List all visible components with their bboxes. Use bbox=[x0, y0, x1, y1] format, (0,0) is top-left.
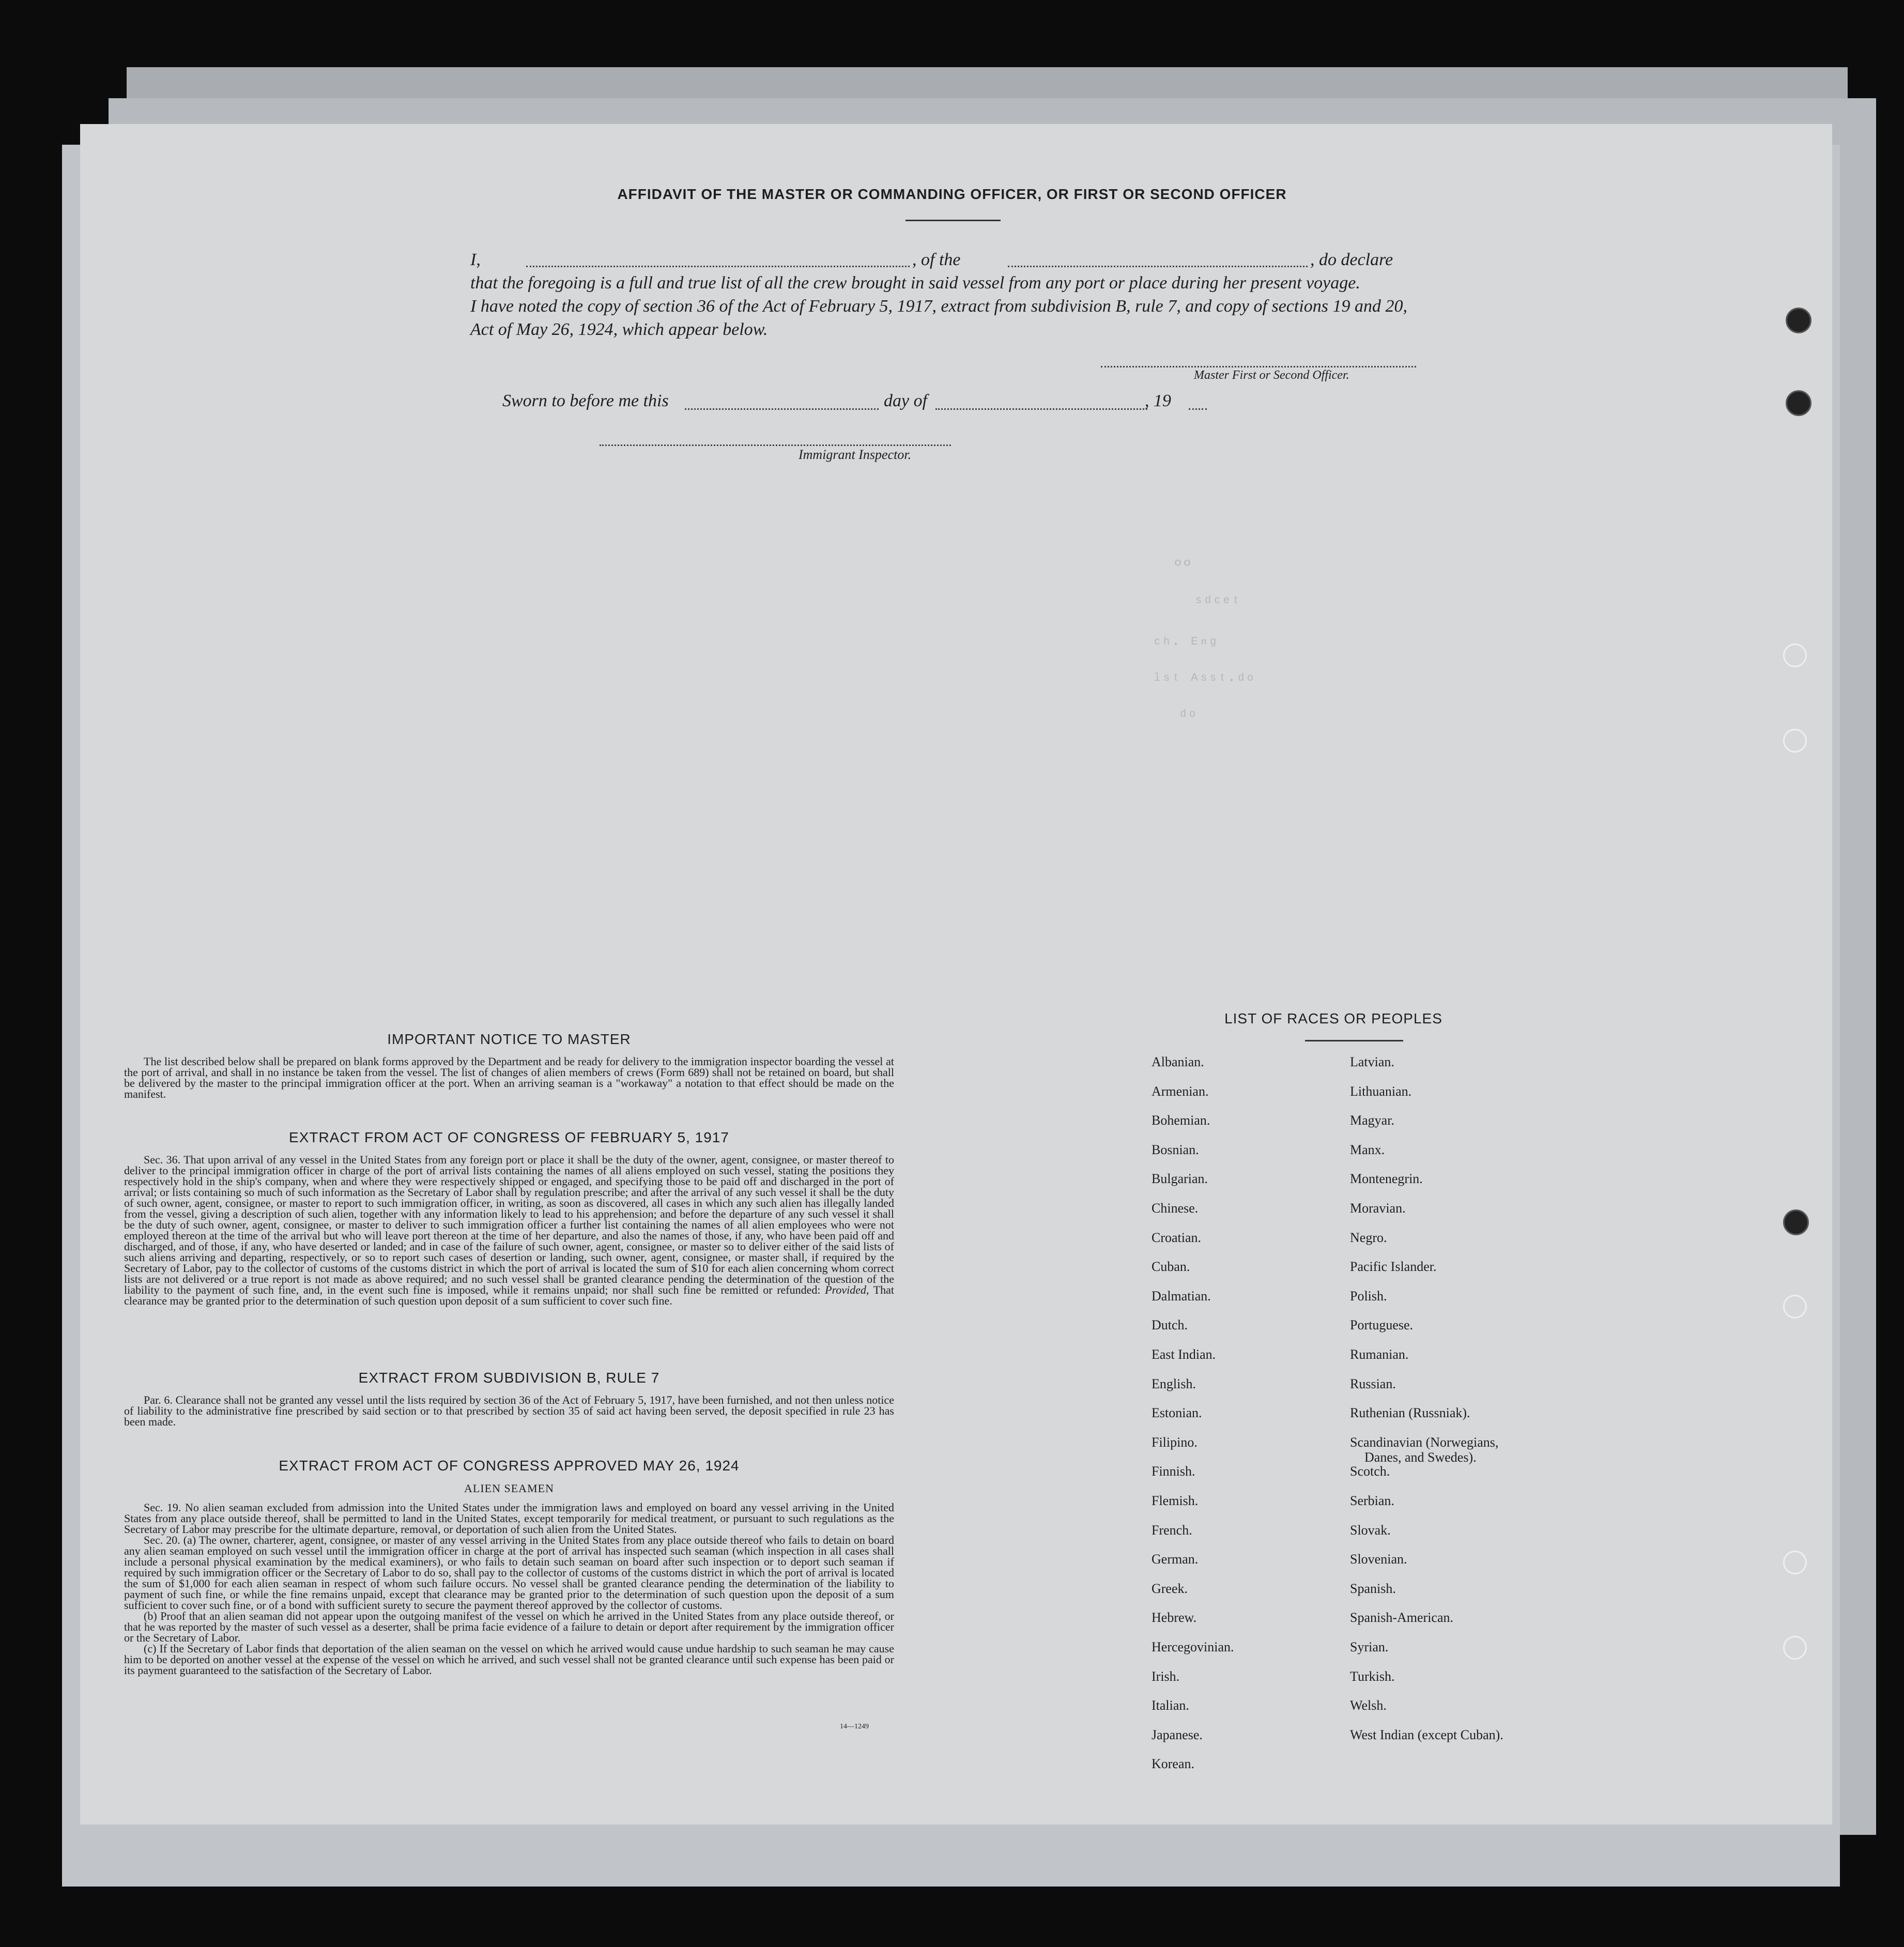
master-signature-label: Master First or Second Officer. bbox=[1194, 369, 1349, 382]
race-entry: Rumanian. bbox=[1350, 1347, 1409, 1362]
proviso-label: Provided, bbox=[825, 1283, 869, 1296]
sworn-year-prefix: , 19 bbox=[1145, 391, 1171, 410]
sworn-prefix: Sworn to before me this bbox=[502, 391, 669, 410]
race-entry: Danes, and Swedes). bbox=[1364, 1450, 1477, 1465]
race-entry: Ruthenian (Russniak). bbox=[1350, 1405, 1470, 1420]
race-entry: English. bbox=[1151, 1376, 1196, 1391]
race-entry: Bulgarian. bbox=[1151, 1171, 1208, 1186]
extract-1924-body bbox=[124, 1502, 894, 1676]
punch-hole bbox=[1783, 1209, 1809, 1235]
race-entry: Scandinavian (Norwegians, bbox=[1350, 1435, 1499, 1450]
races-title: LIST OF RACES OR PEOPLES bbox=[1224, 1010, 1442, 1026]
race-entry: Turkish. bbox=[1350, 1669, 1395, 1684]
race-entry: Syrian. bbox=[1350, 1639, 1389, 1654]
race-entry: Spanish-American. bbox=[1350, 1610, 1454, 1625]
punch-hole bbox=[1786, 308, 1811, 333]
race-entry: Hebrew. bbox=[1151, 1610, 1197, 1625]
race-entry: Armenian. bbox=[1151, 1084, 1209, 1099]
bleed-through-mark: ᶜʰ· ᴱⁿᵍ bbox=[1153, 636, 1218, 653]
race-entry: Dalmatian. bbox=[1151, 1289, 1211, 1304]
extract-1924-title: EXTRACT FROM ACT OF CONGRESS APPROVED MAY 26, 1924 bbox=[279, 1458, 740, 1474]
race-entry: Finnish. bbox=[1151, 1464, 1195, 1479]
race-entry: Dutch. bbox=[1151, 1317, 1188, 1332]
race-entry: Russian. bbox=[1350, 1376, 1396, 1391]
race-entry: Slovak. bbox=[1350, 1523, 1391, 1538]
declarant-name-blank[interactable] bbox=[526, 266, 910, 267]
race-entry: Estonian. bbox=[1151, 1405, 1202, 1420]
sec-20b-text: Proof that an alien seaman did not appear upon the outgoing manifest of the vessel on which he arrived in the United States from any place outside thereof, or that he was reported by the master of such vessel as a deserter, shall be prima facie evidence of a failure to detain or deport after requirement by the immigration officer or the Secretary of Labor. bbox=[124, 1609, 894, 1644]
race-entry: Pacific Islander. bbox=[1350, 1259, 1437, 1274]
sworn-month-blank[interactable] bbox=[935, 408, 1147, 410]
race-entry: Portuguese. bbox=[1350, 1317, 1414, 1332]
sec-20a-text: The owner, charterer, agent, consignee, or master of any vessel arriving in the United States from any place outside thereof who fails to detain on board any alien seaman employed on such vessel until the immigration officer in charge at the port of arrival has inspected such seaman (which inspection in all cases shall include a personal physical examination by the medical examiners), or who fails to detain such seaman on board after such inspection or to deport such seaman if required by such immigration officer or the Secretary of Labor to do so, shall pay to the collector of customs of the customs district in which the port of arrival is located the sum of $1,000 for each alien seaman in respect of whom such failure occurs. No vessel shall be granted clearance pending the determination of the liability to payment of such fine, or while the fine remains unpaid, except that clearance may be granted prior to the determination of such question upon the deposit of a sum sufficient to cover such fine, or of a bond with sufficient surety to secure the payment thereof approved by the collector of customs. bbox=[124, 1534, 894, 1612]
bleed-through-mark: ˡˢᵗ ᴬˢˢᵗ·ᵈᵒ bbox=[1153, 672, 1255, 689]
affidavit-line-4: Act of May 26, 1924, which appear below. bbox=[470, 320, 768, 339]
notice-body bbox=[124, 1056, 894, 1099]
inspector-label: Immigrant Inspector. bbox=[799, 447, 912, 462]
race-entry: Welsh. bbox=[1350, 1698, 1387, 1713]
race-entry: Italian. bbox=[1151, 1698, 1189, 1713]
punch-hole bbox=[1786, 390, 1811, 416]
bleed-through-mark: ˢᵈᶜᵉᵗ bbox=[1194, 594, 1241, 612]
race-entry: Spanish. bbox=[1350, 1581, 1396, 1596]
sec-36-text: That upon arrival of any vessel in the United States from any foreign port or place it shall be the duty of the owner, agent, consignee, or master thereof to deliver to the principal immigration officer in charge of the port of arrival lists containing the names of all aliens employed on such vessel, stating the positions they respectively hold in the ship's company, when and where they were respectively shipped or engaged, and specifying those to be paid off and discharged in the port of arrival; or lists containing so much of such information as the Secretary of Labor shall by regulation prescribe; and after the arrival of any such vessel it shall be the duty of such owner, agent, consignee, or master to report to such immigration officer, in writing, as soon as discovered, all cases in which any such alien has illegally landed from the vessel, giving a description of such alien, together with any information likely to lead to his apprehension; and before the departure of any such vessel it shall be the duty of such owner, agent, consignee, or master to deliver to such immigration officer a further list containing the names of all alien employees who were not employed thereon at the time of the arrival but who will leave port thereon at the time of her departure, and also the names of those, if any, who have been paid off and discharged, and of those, if any, who have deserted or landed; and in case of the failure of such owner, agent, consignee, or master so to deliver either of the said lists of such aliens arriving and departing, respectively, or so to report such cases of desertion or landing, such owner, agent, consignee, or master shall, if required by the Secretary of Labor, pay to the collector of customs of the customs district in which the port of arrival is located the sum of $10 for each alien concerning whom correct lists are not delivered or a true report is not made as above required; and no such vessel shall be granted clearance pending the determination of the question of the liability to the payment of such fine, and, in the event such fine is imposed, while it remains unpaid; nor shall such fine be remitted or refunded: bbox=[124, 1153, 894, 1296]
race-entry: Chinese. bbox=[1151, 1201, 1199, 1216]
race-entry: Magyar. bbox=[1350, 1113, 1394, 1128]
punch-hole bbox=[1783, 1551, 1807, 1574]
race-entry: Greek. bbox=[1151, 1581, 1188, 1596]
bleed-through-mark: ºº bbox=[1173, 558, 1192, 576]
form-number: 14—1249 bbox=[840, 1723, 869, 1730]
race-entry: Negro. bbox=[1350, 1230, 1387, 1245]
race-entry: Scotch. bbox=[1350, 1464, 1390, 1479]
alien-seamen-subtitle: ALIEN SEAMEN bbox=[464, 1482, 554, 1495]
affidavit-line-1 bbox=[470, 248, 1442, 271]
sec-20a-label: Sec. 20. (a) bbox=[144, 1534, 196, 1546]
races-divider bbox=[1305, 1040, 1403, 1041]
punch-hole bbox=[1783, 1295, 1807, 1319]
race-entry: German. bbox=[1151, 1552, 1199, 1567]
race-entry: Manx. bbox=[1350, 1142, 1385, 1157]
race-entry: Polish. bbox=[1350, 1289, 1387, 1304]
extract-1917-body bbox=[124, 1154, 894, 1306]
rule7-paragraph: Par. 6. Clearance shall not be granted any vessel until the lists required by section 36 of the Act of February 5, 1917, have been furnished, and not then unless notice of liability to the administrative fine prescribed by said section or to that prescribed by section 35 of said act having been served, the deposit specified in rule 23 has been made. bbox=[124, 1393, 894, 1428]
sworn-year-blank[interactable] bbox=[1189, 408, 1207, 410]
race-entry: Irish. bbox=[1151, 1669, 1180, 1684]
race-entry: Albanian. bbox=[1151, 1054, 1204, 1069]
race-entry: Flemish. bbox=[1151, 1493, 1199, 1508]
affidavit-line-2: that the foregoing is a full and true list of all the crew brought in said vessel from any port or place during her present voyage. bbox=[470, 273, 1360, 293]
sec-19-text: No alien seaman excluded from admission into the United States under the immigration laws and employed on board any vessel arriving in the United States from any place outside thereof, shall be permitted to land in the United States, except temporarily for medical treatment, or pursuant to such regulations as the Secretary of Labor may prescribe for the ultimate departure, removal, or deportation of such alien from the United States. bbox=[124, 1501, 894, 1536]
sec-20c-text: If the Secretary of Labor finds that deportation of the alien seaman on the vessel on which he arrived would cause undue hardship to such seaman he may cause him to be deported on another vessel at the expense of the vessel on which he arrived, and such vessel shall not be granted clearance until such expense has been paid or its payment guaranteed to the satisfaction of the Secretary of Labor. bbox=[124, 1642, 894, 1677]
race-entry: Latvian. bbox=[1350, 1054, 1394, 1069]
race-entry: Japanese. bbox=[1151, 1727, 1203, 1742]
notice-title: IMPORTANT NOTICE TO MASTER bbox=[387, 1031, 631, 1047]
affidavit-title: AFFIDAVIT OF THE MASTER OR COMMANDING OFFICER, OR FIRST OR SECOND OFFICER bbox=[617, 186, 1287, 202]
extract-rule7-body bbox=[124, 1394, 894, 1427]
notice-paragraph: The list described below shall be prepared on blank forms approved by the Department and be ready for delivery to the immigration inspector boarding the vessel at the port of arrival, and shall in no instance be taken from the vessel. The list of changes of alien members of crews (Form 689) shall not be retained on board, but shall be delivered by the master to the principal immigration officer at the port. When an arriving seaman is a "workaway" a notation to that effect should be made on the manifest. bbox=[124, 1055, 894, 1100]
affidavit-do-declare: , do declare bbox=[1310, 250, 1393, 269]
affidavit-line-3: I have noted the copy of section 36 of the Act of February 5, 1917, extract from subdivision B, rule 7, and copy of sections 19 and 20, bbox=[470, 297, 1408, 316]
affidavit-body bbox=[470, 248, 1442, 341]
punch-hole bbox=[1783, 729, 1807, 753]
race-entry: East Indian. bbox=[1151, 1347, 1216, 1362]
sworn-day-blank[interactable] bbox=[685, 408, 879, 410]
punch-hole bbox=[1783, 643, 1807, 667]
race-entry: Serbian. bbox=[1350, 1493, 1394, 1508]
affidavit-of-the: , of the bbox=[912, 250, 961, 269]
sworn-day-of: day of bbox=[884, 391, 928, 410]
race-entry: Croatian. bbox=[1151, 1230, 1202, 1245]
race-entry: Filipino. bbox=[1151, 1435, 1197, 1450]
master-signature-line[interactable] bbox=[1101, 366, 1416, 367]
race-entry: French. bbox=[1151, 1523, 1192, 1538]
title-divider bbox=[905, 220, 1001, 221]
extract-1917-title: EXTRACT FROM ACT OF CONGRESS OF FEBRUARY 5, 1917 bbox=[289, 1129, 729, 1145]
race-entry: Bosnian. bbox=[1151, 1142, 1199, 1157]
extract-rule7-title: EXTRACT FROM SUBDIVISION B, RULE 7 bbox=[358, 1370, 660, 1386]
sec-20c-label: (c) bbox=[144, 1642, 157, 1655]
race-entry: Lithuanian. bbox=[1350, 1084, 1412, 1099]
race-entry: Montenegrin. bbox=[1350, 1171, 1423, 1186]
sec-20b-label: (b) bbox=[144, 1609, 157, 1622]
sec-19-label: Sec. 19. bbox=[144, 1501, 181, 1514]
race-entry: Slovenian. bbox=[1350, 1552, 1407, 1567]
sec-36-label: Sec. 36. bbox=[144, 1153, 181, 1166]
race-entry: Korean. bbox=[1151, 1756, 1195, 1771]
race-entry: West Indian (except Cuban). bbox=[1350, 1727, 1503, 1742]
vessel-name-blank[interactable] bbox=[1008, 266, 1308, 267]
inspector-signature-line[interactable] bbox=[600, 444, 951, 446]
race-entry: Cuban. bbox=[1151, 1259, 1190, 1274]
punch-hole bbox=[1783, 1636, 1807, 1660]
proviso-text: That clearance may be granted prior to the determination of such question upon deposit of a sum sufficient to cover such fine. bbox=[124, 1283, 895, 1307]
bleed-through-mark: ᵈᵒ bbox=[1178, 708, 1197, 726]
race-entry: Hercegovinian. bbox=[1151, 1639, 1234, 1654]
race-entry: Moravian. bbox=[1350, 1201, 1406, 1216]
race-entry: Bohemian. bbox=[1151, 1113, 1210, 1128]
affidavit-i: I, bbox=[470, 250, 481, 269]
